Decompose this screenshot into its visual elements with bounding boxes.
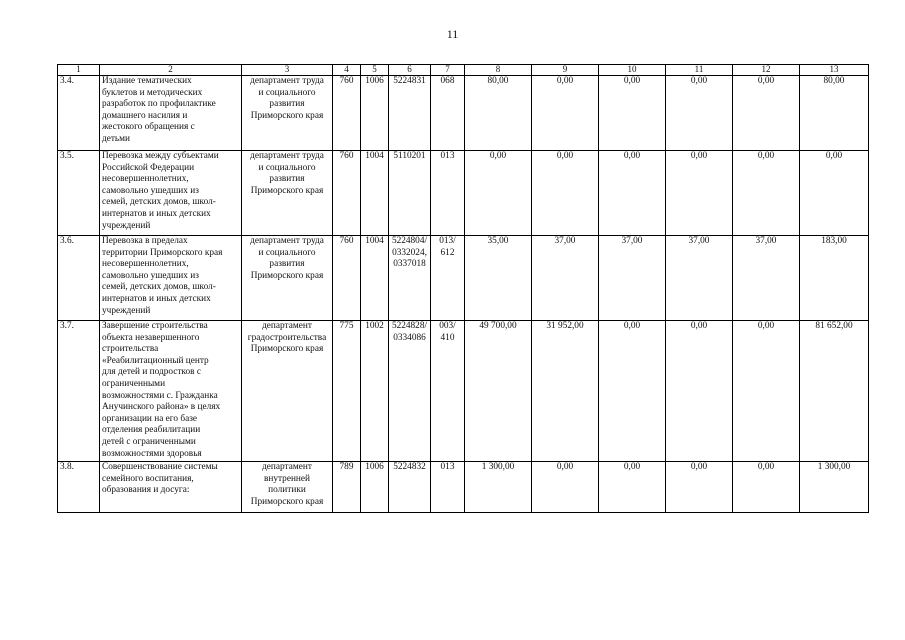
cell-c9: 0,00 bbox=[532, 76, 599, 151]
budget-table bbox=[57, 64, 869, 513]
table-row bbox=[58, 76, 869, 151]
cell-c9: 37,00 bbox=[532, 236, 599, 321]
header-cell: 8 bbox=[465, 65, 532, 76]
cell-c8: 80,00 bbox=[465, 76, 532, 151]
header-cell: 13 bbox=[800, 65, 869, 76]
row-number: 3.8. bbox=[58, 462, 100, 513]
table-row bbox=[58, 321, 869, 462]
cell-c11: 0,00 bbox=[666, 76, 733, 151]
cell-c9: 0,00 bbox=[532, 462, 599, 513]
cell-c8: 1 300,00 bbox=[465, 462, 532, 513]
cell-c11: 0,00 bbox=[666, 321, 733, 462]
measure-name: Перевозка между субъектами Российской Федерации несовершеннолетних, самовольно ушедших из семей, детских домов, школ- интернатов и иных детских учреждений bbox=[100, 151, 242, 236]
cell-c13: 81 652,00 bbox=[800, 321, 869, 462]
cell-c13: 80,00 bbox=[800, 76, 869, 151]
cell-c4: 775 bbox=[333, 321, 361, 462]
cell-c4: 760 bbox=[333, 151, 361, 236]
department: департамент внутренней политики Приморского края bbox=[242, 462, 333, 513]
department: департамент труда и социального развития Приморского края bbox=[242, 76, 333, 151]
header-cell: 9 bbox=[532, 65, 599, 76]
cell-c8: 35,00 bbox=[465, 236, 532, 321]
header-cell: 12 bbox=[733, 65, 800, 76]
header-cell: 4 bbox=[333, 65, 361, 76]
cell-c12: 0,00 bbox=[733, 321, 800, 462]
cell-c12: 0,00 bbox=[733, 76, 800, 151]
measure-name: Издание тематических буклетов и методических разработок по профилактике домашнего насилия и жестокого обращения с детьми bbox=[100, 76, 242, 151]
cell-c7: 068 bbox=[431, 76, 465, 151]
table-row bbox=[58, 462, 869, 513]
cell-c10: 0,00 bbox=[599, 321, 666, 462]
cell-c5: 1004 bbox=[361, 236, 389, 321]
table-row bbox=[58, 151, 869, 236]
cell-c9: 31 952,00 bbox=[532, 321, 599, 462]
department: департамент труда и социального развития Приморского края bbox=[242, 236, 333, 321]
header-cell: 11 bbox=[666, 65, 733, 76]
cell-c8: 49 700,00 bbox=[465, 321, 532, 462]
cell-c7: 013 bbox=[431, 151, 465, 236]
cell-c13: 1 300,00 bbox=[800, 462, 869, 513]
cell-c5: 1006 bbox=[361, 462, 389, 513]
department: департамент градостроительства Приморского края bbox=[242, 321, 333, 462]
cell-c13: 183,00 bbox=[800, 236, 869, 321]
cell-c4: 789 bbox=[333, 462, 361, 513]
cell-c6: 5224804/ 0332024, 0337018 bbox=[389, 236, 431, 321]
cell-c6: 5224831 bbox=[389, 76, 431, 151]
cell-c7: 013/ 612 bbox=[431, 236, 465, 321]
measure-name: Завершение строительства объекта незавершенного строительства «Реабилитационный центр для детей и подростков с ограниченными возможностями с. Гражданка Анучинского района» в целях организации на его базе отделения реабилитации детей с ограниченными возможностями здоровья bbox=[100, 321, 242, 462]
row-number: 3.4. bbox=[58, 76, 100, 151]
row-number: 3.5. bbox=[58, 151, 100, 236]
cell-c4: 760 bbox=[333, 236, 361, 321]
cell-c10: 0,00 bbox=[599, 462, 666, 513]
cell-c11: 0,00 bbox=[666, 151, 733, 236]
header-cell: 7 bbox=[431, 65, 465, 76]
table-row bbox=[58, 236, 869, 321]
row-number: 3.6. bbox=[58, 236, 100, 321]
cell-c7: 003/ 410 bbox=[431, 321, 465, 462]
cell-c11: 0,00 bbox=[666, 462, 733, 513]
department: департамент труда и социального развития Приморского края bbox=[242, 151, 333, 236]
cell-c6: 5224832 bbox=[389, 462, 431, 513]
cell-c11: 37,00 bbox=[666, 236, 733, 321]
cell-c4: 760 bbox=[333, 76, 361, 151]
cell-c8: 0,00 bbox=[465, 151, 532, 236]
cell-c10: 0,00 bbox=[599, 76, 666, 151]
cell-c6: 5224828/ 0334086 bbox=[389, 321, 431, 462]
measure-name: Совершенствование системы семейного воспитания, образования и досуга: bbox=[100, 462, 242, 513]
cell-c9: 0,00 bbox=[532, 151, 599, 236]
header-cell: 5 bbox=[361, 65, 389, 76]
header-cell: 1 bbox=[58, 65, 100, 76]
header-cell: 10 bbox=[599, 65, 666, 76]
cell-c5: 1006 bbox=[361, 76, 389, 151]
cell-c5: 1004 bbox=[361, 151, 389, 236]
cell-c10: 37,00 bbox=[599, 236, 666, 321]
header-row bbox=[58, 65, 869, 76]
cell-c12: 0,00 bbox=[733, 151, 800, 236]
header-cell: 3 bbox=[242, 65, 333, 76]
measure-name: Перевозка в пределах территории Приморского края несовершеннолетних, самовольно ушедших из семей, детских домов, школ- интернатов и иных детских учреждений bbox=[100, 236, 242, 321]
header-cell: 6 bbox=[389, 65, 431, 76]
cell-c5: 1002 bbox=[361, 321, 389, 462]
cell-c7: 013 bbox=[431, 462, 465, 513]
header-cell: 2 bbox=[100, 65, 242, 76]
row-number: 3.7. bbox=[58, 321, 100, 462]
cell-c6: 5110201 bbox=[389, 151, 431, 236]
cell-c10: 0,00 bbox=[599, 151, 666, 236]
cell-c13: 0,00 bbox=[800, 151, 869, 236]
cell-c12: 0,00 bbox=[733, 462, 800, 513]
cell-c12: 37,00 bbox=[733, 236, 800, 321]
page-number: 11 bbox=[446, 27, 459, 41]
